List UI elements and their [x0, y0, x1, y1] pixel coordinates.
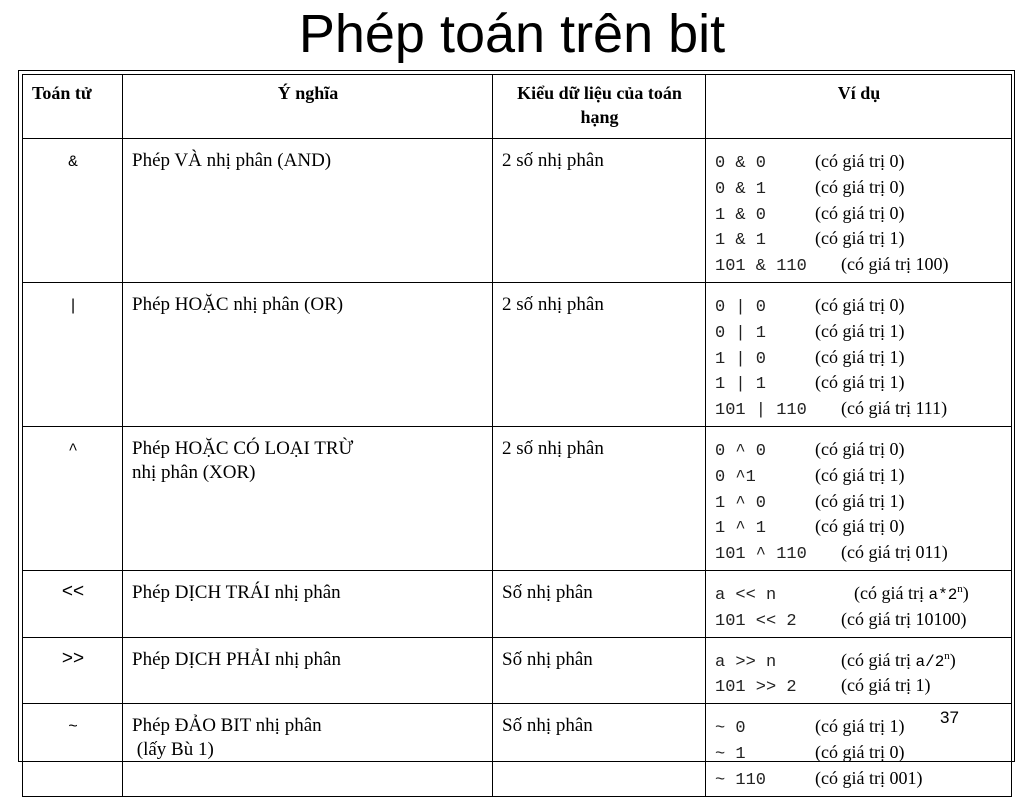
example-result: (có giá trị 0): [815, 516, 905, 537]
header-operand-type-label: Kiểu dữ liệu của toán hạng: [517, 83, 682, 127]
bitwise-operators-table: [22, 74, 1012, 797]
result-exponent: n: [944, 649, 950, 662]
example-expr: 0 & 1: [715, 179, 767, 199]
example-expr: 1 ^ 0: [715, 493, 767, 513]
example-cell: [706, 704, 1012, 796]
example-result: (có giá trị 0): [815, 202, 905, 223]
example-cell: [706, 139, 1012, 283]
example-expr: 1 | 0: [715, 349, 767, 369]
table-row: [23, 139, 1012, 283]
example-expr: ~ 0: [715, 719, 746, 739]
example-line: [715, 489, 1005, 515]
example-cell: [706, 426, 1012, 570]
example-expr: ~ 1: [715, 744, 746, 764]
example-line: [715, 437, 1005, 463]
example-line: [715, 514, 1005, 540]
example-expr: a >> n: [715, 652, 777, 672]
header-example: Ví dụ: [706, 75, 1012, 139]
example-result: (có giá trị 001): [815, 767, 923, 788]
type-cell: 2 số nhị phân: [493, 426, 706, 570]
example-result: (có giá trị 1): [815, 716, 905, 737]
operator-cell: <<: [23, 570, 123, 637]
example-expr: 101 | 110: [715, 401, 807, 421]
example-expr: 101 & 110: [715, 257, 807, 277]
meaning-cell: [123, 426, 493, 570]
example-expr: 0 ^1: [715, 467, 756, 487]
example-line: [715, 463, 1005, 489]
meaning-line: Phép HOẶC CÓ LOẠI TRỪ: [132, 437, 354, 459]
example-result: (có giá trị 0): [815, 176, 905, 197]
example-line: [715, 175, 1005, 201]
example-result: (có giá trị 1): [815, 346, 905, 367]
table-header-row: [23, 75, 1012, 139]
example-line: [715, 581, 1005, 607]
example-line: [715, 396, 1005, 422]
example-result: [841, 648, 956, 676]
meaning-cell: Phép HOẶC nhị phân (OR): [123, 282, 493, 426]
meaning-cell: Phép DỊCH TRÁI nhị phân: [123, 570, 493, 637]
meaning-line: (lấy Bù 1): [132, 739, 214, 761]
operator-cell: ^: [23, 426, 123, 570]
example-expr: 0 | 0: [715, 297, 767, 317]
example-line: [715, 345, 1005, 371]
example-line: [715, 293, 1005, 319]
example-line: [715, 714, 1005, 740]
example-expr: 101 >> 2: [715, 678, 797, 698]
example-line: [715, 766, 1005, 792]
example-result: (có giá trị 011): [841, 542, 948, 563]
operator-cell: &: [23, 139, 123, 283]
example-line: [715, 319, 1005, 345]
meaning-cell: Phép VÀ nhị phân (AND): [123, 139, 493, 283]
example-line: [715, 370, 1005, 396]
example-result: (có giá trị 0): [815, 151, 905, 171]
example-result: (có giá trị 100): [841, 254, 949, 275]
result-suffix: ): [949, 649, 956, 670]
type-cell: Số nhị phân: [493, 637, 706, 704]
example-result: (có giá trị 1): [815, 228, 905, 249]
result-code: a/2: [915, 652, 945, 671]
header-meaning: Ý nghĩa: [123, 75, 493, 139]
result-prefix: (có giá trị: [854, 582, 929, 603]
example-cell: [706, 637, 1012, 704]
example-result: (có giá trị 111): [841, 398, 948, 419]
example-line: [715, 673, 1005, 699]
example-line: [715, 201, 1005, 227]
meaning-line: nhị phân (XOR): [132, 461, 256, 483]
example-expr: 1 ^ 1: [715, 519, 767, 539]
result-suffix: ): [962, 582, 969, 603]
example-result: (có giá trị 10100): [841, 608, 967, 629]
type-cell: 2 số nhị phân: [493, 282, 706, 426]
type-cell: 2 số nhị phân: [493, 139, 706, 283]
example-cell: [706, 282, 1012, 426]
slide-title: Phép toán trên bit: [298, 4, 726, 64]
example-line: [715, 149, 1005, 175]
example-result: (có giá trị 1): [815, 320, 905, 341]
example-expr: 1 & 0: [715, 205, 767, 225]
example-expr: 101 ^ 110: [715, 545, 807, 565]
example-cell: [706, 570, 1012, 637]
example-line: [715, 607, 1005, 633]
example-expr: ~ 110: [715, 770, 767, 790]
example-result: (có giá trị 0): [815, 438, 905, 459]
operator-cell: >>: [23, 637, 123, 704]
meaning-cell: [123, 704, 493, 796]
example-line: [715, 540, 1005, 566]
table-row: [23, 570, 1012, 637]
example-result: (có giá trị 1): [841, 675, 931, 696]
type-cell: Số nhị phân: [493, 704, 706, 796]
example-line: [715, 226, 1005, 252]
example-expr: 1 | 1: [715, 375, 767, 395]
operator-cell: ~: [23, 704, 123, 796]
example-result: (có giá trị 0): [815, 294, 905, 315]
example-expr: 101 << 2: [715, 611, 797, 631]
page-number: 37: [940, 708, 959, 727]
example-expr: 0 ^ 0: [715, 441, 767, 461]
example-result: (có giá trị 1): [815, 372, 905, 393]
table-row: [23, 637, 1012, 704]
example-result: [854, 581, 969, 609]
example-expr: a << n: [715, 585, 777, 605]
table-row: [23, 426, 1012, 570]
table-row: [23, 704, 1012, 796]
meaning-cell: Phép DỊCH PHẢI nhị phân: [123, 637, 493, 704]
table-row: [23, 282, 1012, 426]
example-line: [715, 740, 1005, 766]
example-result: (có giá trị 1): [815, 490, 905, 511]
example-line: [715, 648, 1005, 674]
meaning-line: Phép ĐẢO BIT nhị phân: [132, 715, 322, 737]
result-prefix: (có giá trị: [841, 649, 916, 670]
operator-cell: |: [23, 282, 123, 426]
example-expr: 1 & 1: [715, 231, 767, 251]
result-exponent: n: [957, 582, 963, 595]
type-cell: Số nhị phân: [493, 570, 706, 637]
example-expr: 0 & 0: [715, 154, 767, 173]
example-result: (có giá trị 0): [815, 741, 905, 762]
result-code: a*2: [928, 585, 958, 604]
example-expr: 0 | 1: [715, 323, 767, 343]
example-line: [715, 252, 1005, 278]
header-operand-type: [493, 75, 706, 139]
example-result: (có giá trị 1): [815, 464, 905, 485]
header-operator: Toán tử: [23, 75, 123, 139]
